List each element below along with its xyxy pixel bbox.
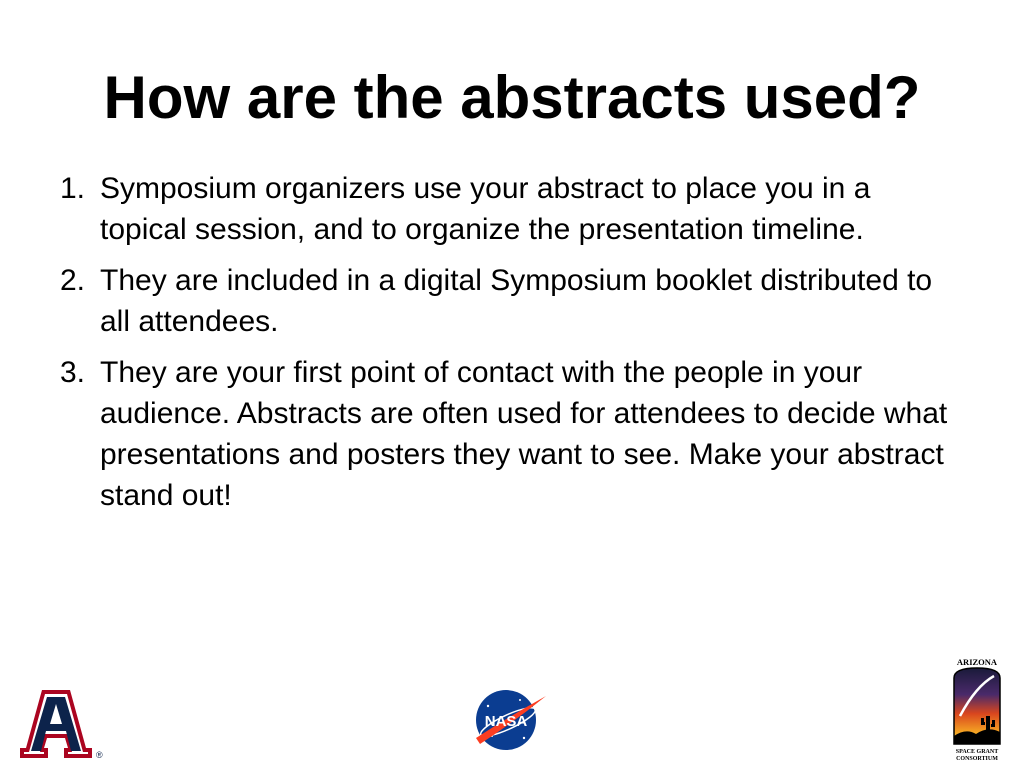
list-item-text: They are your first point of contact with the people in your audience. Abstracts are often used for attendees to decide what presentations and posters they want to see. Make your abstract stand out! [100, 356, 948, 512]
university-of-arizona-logo-icon [16, 686, 106, 760]
list-item [60, 168, 960, 250]
nasa-meatball-logo-icon [470, 686, 550, 754]
list-item-text: They are included in a digital Symposium booklet distributed to all attendees. [100, 264, 933, 338]
numbered-list [60, 168, 960, 526]
list-item-text: Symposium organizers use your abstract to place you in a topical session, and to organize the presentation timeline. [100, 172, 871, 246]
asgc-top-text: ARIZONA [956, 657, 998, 667]
arizona-space-grant-logo-icon [946, 656, 1008, 762]
list-item [60, 352, 960, 516]
asgc-bottom-text-1: SPACE GRANT [955, 749, 999, 755]
list-item-number: 1. [60, 172, 86, 205]
list-item-number: 3. [60, 356, 86, 389]
list-item-number: 2. [60, 264, 86, 297]
nasa-lettering: NASA [484, 713, 528, 730]
registered-mark: ® [96, 750, 103, 760]
list-item [60, 260, 960, 342]
slide-title: How are the abstracts used? [103, 64, 921, 131]
asgc-bottom-text-2: CONSORTIUM [956, 756, 998, 762]
